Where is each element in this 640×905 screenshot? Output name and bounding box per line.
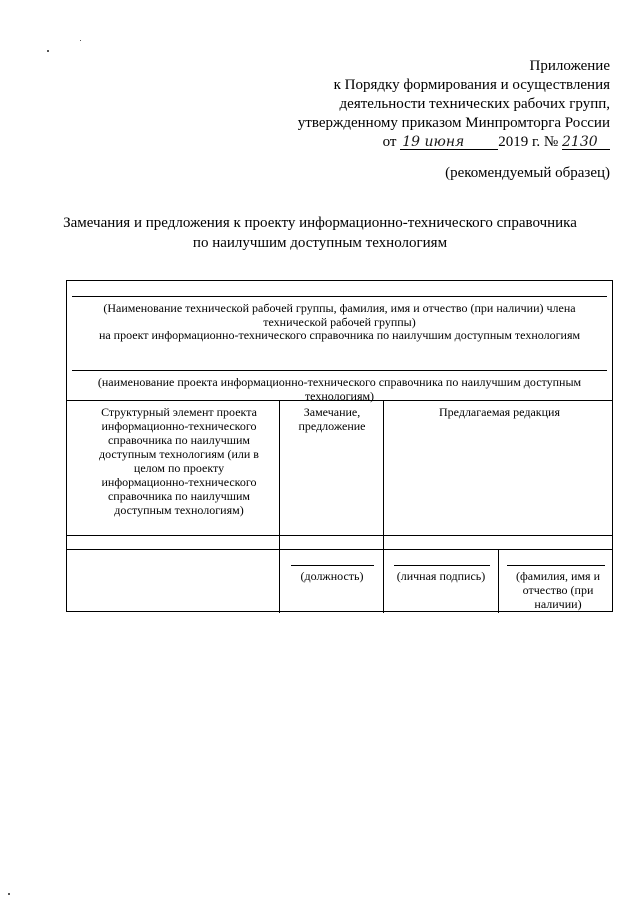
sample-label: (рекомендуемый образец): [445, 165, 610, 181]
position-caption: (должность): [300, 569, 364, 583]
position-fill-line[interactable]: [291, 565, 374, 566]
column-divider: [498, 549, 499, 613]
header-structural-element: Структурный элемент проекта информационно-технического справочника по наилучшим доступным технологиям (или в целом по проекту информационно-технического справочника по наилучшим доступным технологиям): [99, 405, 259, 517]
empty-row-cell[interactable]: [67, 536, 279, 549]
handwritten-date: 19 июня: [400, 135, 498, 150]
table-divider: [67, 549, 612, 550]
appendix-title: Приложение: [529, 58, 610, 74]
signature-fill-line[interactable]: [394, 565, 490, 566]
scan-speck: [47, 50, 49, 52]
date-prefix: от: [382, 134, 397, 150]
empty-row-cell[interactable]: [280, 536, 383, 549]
title-line: по наилучшим доступным технологиям: [192, 235, 448, 251]
full-name-fill-line[interactable]: [507, 565, 605, 566]
appendix-line: утвержденному приказом Минпромторга России: [297, 115, 610, 131]
project-line-text: на проект информационно-технического справочника по наилучшим доступным технологиям: [98, 328, 581, 342]
full-name-caption: (фамилия, имя и отчество (при наличии): [516, 569, 600, 611]
form-header-section: [67, 281, 612, 403]
column-divider: [279, 549, 280, 613]
document-title: [40, 213, 600, 253]
scan-speck: [8, 893, 10, 895]
project-name-caption: (наименование проекта информационно-технического справочника по наилучшим доступным технологиям): [97, 375, 582, 403]
appendix-line: деятельности технических рабочих групп,: [339, 96, 610, 112]
scan-speck: [80, 40, 81, 41]
handwritten-order-number: 2130: [562, 135, 610, 150]
table-divider: [67, 400, 612, 401]
column-divider: [279, 400, 280, 549]
header-proposed-edition: Предлагаемая редакция: [439, 405, 560, 419]
empty-row-cell[interactable]: [384, 536, 613, 549]
appendix-line: к Порядку формирования и осуществления: [333, 77, 610, 93]
header-remark: Замечание, предложение: [298, 405, 366, 433]
personal-signature-caption: (личная подпись): [396, 569, 486, 583]
title-line: Замечания и предложения к проекту информационно-технического справочника: [63, 215, 577, 231]
group-name-caption: (Наименование технической рабочей группы, фамилия, имя и отчество (при наличии) члена технической рабочей группы): [103, 301, 576, 329]
order-date-line: [298, 133, 610, 152]
remarks-form: [66, 280, 613, 612]
group-name-fill-line[interactable]: [72, 296, 607, 297]
column-divider: [383, 400, 384, 550]
appendix-header: [298, 57, 610, 152]
project-name-fill-line[interactable]: [72, 370, 607, 371]
year-and-number-label: 2019 г. №: [498, 134, 559, 150]
